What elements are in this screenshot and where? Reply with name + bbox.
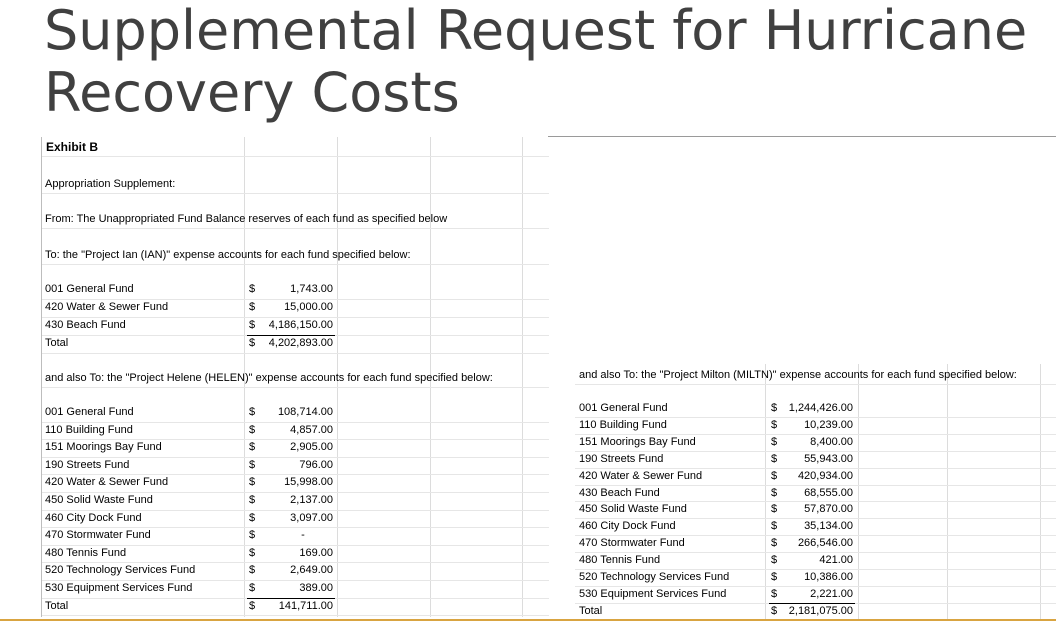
fund-amount: - [301, 529, 305, 542]
dollar-sign: $ [771, 452, 778, 465]
dollar-sign: $ [249, 546, 256, 559]
fund-name: 530 Equipment Services Fund [45, 582, 193, 594]
fund-amount: 3,097.00 [290, 511, 333, 524]
fund-amount: 35,134.00 [804, 520, 853, 533]
grid-row-line [42, 156, 549, 157]
dollar-sign: $ [249, 564, 256, 577]
grid-col-line [1040, 364, 1041, 620]
fund-amount: 68,555.00 [804, 486, 853, 499]
fund-name: 470 Stormwater Fund [45, 529, 151, 542]
exhibit-sheet-left [41, 137, 549, 617]
fund-name: 151 Moorings Bay Fund [579, 435, 696, 448]
total-row-label: Total [579, 604, 603, 617]
fund-amount: 420,934.00 [797, 469, 853, 482]
dollar-sign: $ [249, 441, 256, 454]
fund-name: 530 Equipment Services Fund [579, 587, 727, 600]
total-amount: 4,202,893.00 [268, 337, 333, 349]
from-text: From: The Unappropriated Fund Balance reserves of each fund as specified below [45, 213, 448, 225]
dollar-sign: $ [771, 604, 778, 617]
fund-amount: 389.00 [299, 582, 333, 594]
fund-amount: 108,714.00 [277, 406, 333, 418]
dollar-sign: $ [249, 423, 256, 436]
grid-row-line [42, 193, 549, 194]
fund-name: 420 Water & Sewer Fund [45, 476, 169, 489]
dollar-sign: $ [249, 283, 256, 295]
fund-amount: 15,000.00 [284, 301, 333, 313]
dollar-sign: $ [771, 520, 778, 533]
fund-name: 430 Beach Fund [579, 486, 660, 499]
appropriation-label: Appropriation Supplement: [45, 178, 176, 190]
fund-amount: 57,870.00 [804, 503, 853, 516]
dollar-sign: $ [249, 337, 256, 349]
exhibit-sheet-right [575, 364, 1056, 620]
dollar-sign: $ [771, 469, 778, 482]
dollar-sign: $ [771, 503, 778, 516]
fund-name: 190 Streets Fund [45, 458, 130, 471]
fund-amount: 1,244,426.00 [788, 402, 853, 414]
grid-col-line [858, 364, 859, 620]
grid-row-line [42, 615, 549, 616]
grid-row-line [42, 387, 549, 388]
fund-amount: 8,400.00 [810, 435, 853, 448]
fund-amount: 2,905.00 [290, 441, 333, 454]
fund-name: 110 Building Fund [579, 418, 667, 431]
total-amount: 141,711.00 [278, 599, 333, 612]
fund-name: 450 Solid Waste Fund [579, 503, 687, 516]
dollar-sign: $ [249, 319, 256, 331]
fund-name: 001 General Fund [45, 283, 134, 295]
fund-amount: 266,546.00 [797, 537, 853, 550]
fund-amount: 2,649.00 [290, 564, 333, 577]
fund-name: 151 Moorings Bay Fund [45, 441, 162, 454]
dollar-sign: $ [249, 529, 256, 542]
to-helen-text: and also To: the "Project Helene (HELEN)" expense accounts for each fund specified below: [45, 372, 493, 384]
to-ian-text: To: the "Project Ian (IAN)" expense accounts for each fund specified below: [45, 249, 411, 261]
fund-amount: 421.00 [819, 554, 853, 567]
fund-name: 001 General Fund [45, 406, 134, 418]
grid-row-line [42, 353, 549, 354]
dollar-sign: $ [249, 301, 256, 313]
fund-name: 450 Solid Waste Fund [45, 494, 153, 506]
total-amount: 2,181,075.00 [788, 604, 853, 617]
dollar-sign: $ [249, 476, 256, 489]
fund-name: 520 Technology Services Fund [579, 571, 730, 583]
fund-amount: 1,743.00 [290, 283, 333, 295]
grid-row-line [575, 384, 1056, 385]
dollar-sign: $ [771, 402, 778, 414]
fund-amount: 4,857.00 [290, 423, 333, 436]
dollar-sign: $ [249, 458, 256, 471]
to-milton-text: and also To: the "Project Milton (MILTN)" expense accounts for each fund specified below: [579, 369, 1017, 381]
fund-amount: 10,386.00 [804, 571, 853, 583]
fund-amount: 4,186,150.00 [268, 319, 333, 331]
slide-title: Supplemental Request for Hurricane Recovery Costs [44, 0, 1028, 124]
dollar-sign: $ [771, 418, 778, 431]
grid-row-line [42, 264, 549, 265]
title-divider [548, 136, 1056, 137]
fund-amount: 2,137.00 [290, 494, 333, 506]
fund-name: 480 Tennis Fund [579, 554, 661, 567]
fund-name: 460 City Dock Fund [45, 511, 142, 524]
dollar-sign: $ [249, 511, 256, 524]
fund-amount: 10,239.00 [804, 418, 853, 431]
dollar-sign: $ [249, 582, 256, 594]
dollar-sign: $ [771, 537, 778, 550]
fund-name: 110 Building Fund [45, 423, 133, 436]
fund-name: 430 Beach Fund [45, 319, 126, 331]
dollar-sign: $ [771, 486, 778, 499]
dollar-sign: $ [771, 435, 778, 448]
dollar-sign: $ [249, 406, 256, 418]
total-row-label: Total [45, 337, 69, 349]
fund-name: 480 Tennis Fund [45, 546, 127, 559]
fund-name: 420 Water & Sewer Fund [579, 469, 703, 482]
grid-col-line [765, 364, 766, 620]
dollar-sign: $ [771, 587, 778, 600]
fund-amount: 169.00 [299, 546, 333, 559]
fund-amount: 15,998.00 [284, 476, 333, 489]
grid-col-line [947, 364, 948, 620]
fund-amount: 2,221.00 [810, 587, 853, 600]
fund-amount: 796.00 [299, 458, 333, 471]
fund-name: 470 Stormwater Fund [579, 537, 685, 550]
grid-row-line [42, 228, 549, 229]
fund-name: 420 Water & Sewer Fund [45, 301, 169, 313]
exhibit-label: Exhibit B [46, 140, 99, 154]
total-row-label: Total [45, 599, 69, 612]
fund-name: 520 Technology Services Fund [45, 564, 196, 577]
fund-name: 001 General Fund [579, 402, 668, 414]
dollar-sign: $ [771, 571, 778, 583]
fund-amount: 55,943.00 [804, 452, 853, 465]
fund-name: 190 Streets Fund [579, 452, 664, 465]
dollar-sign: $ [249, 494, 256, 506]
fund-name: 460 City Dock Fund [579, 520, 676, 533]
dollar-sign: $ [771, 554, 778, 567]
dollar-sign: $ [249, 599, 256, 612]
